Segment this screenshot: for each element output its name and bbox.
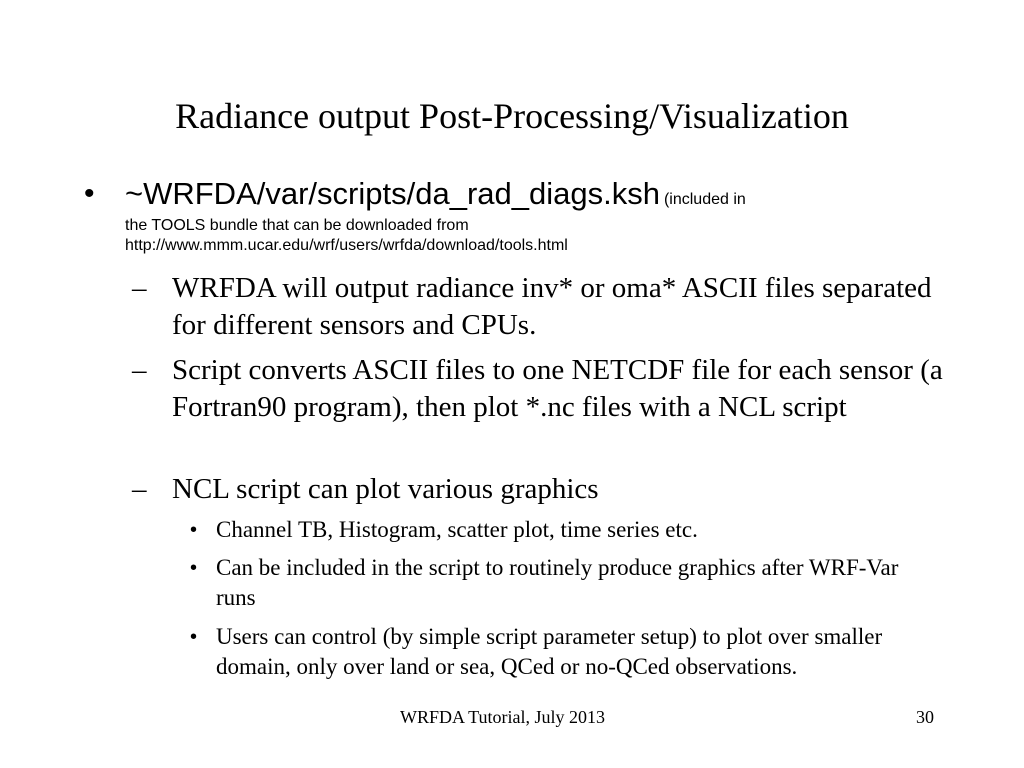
bullet-icon: • [190, 519, 198, 541]
sub-sub-bullet-text: Channel TB, Histogram, scatter plot, time series etc. [216, 517, 698, 542]
slide-title: Radiance output Post-Processing/Visualization [175, 96, 849, 136]
sub-sub-bullet-text: Users can control (by simple script parameter setup) to plot over smaller domain, only over land or sea, QCed or no-QCed observations. [216, 624, 883, 679]
sub-bullet-text: NCL script can plot various graphics [172, 473, 599, 505]
bullet-note-line-1: (included in [663, 191, 746, 208]
sub-bullet-text: Script converts ASCII files to one NETCDF file for each sensor (a Fortran90 program), then plot *.nc files with a NCL script [172, 354, 943, 423]
footer-title: WRFDA Tutorial, July 2013 [400, 707, 606, 727]
bullet-icon: • [190, 557, 198, 579]
bullet-note-line-2: the TOOLS bundle that can be downloaded from [125, 217, 469, 234]
sub-bullet-text: WRFDA will output radiance inv* or oma* ASCII files separated for different sensors and CPUs. [172, 272, 932, 341]
bullet-icon: • [84, 177, 95, 210]
bullet-note-url: http://www.mmm.ucar.edu/wrf/users/wrfda/download/tools.html [125, 237, 568, 254]
dash-icon: – [132, 354, 147, 386]
dash-icon: – [132, 473, 147, 505]
bullet-text [125, 172, 955, 254]
sub-sub-bullet-text: Can be included in the script to routinely produce graphics after WRF-Var runs [216, 555, 899, 610]
script-path: ~WRFDA/var/scripts/da_rad_diags.ksh [125, 176, 660, 211]
dash-icon: – [132, 272, 147, 304]
page-number: 30 [916, 707, 934, 727]
bullet-icon: • [190, 626, 198, 648]
